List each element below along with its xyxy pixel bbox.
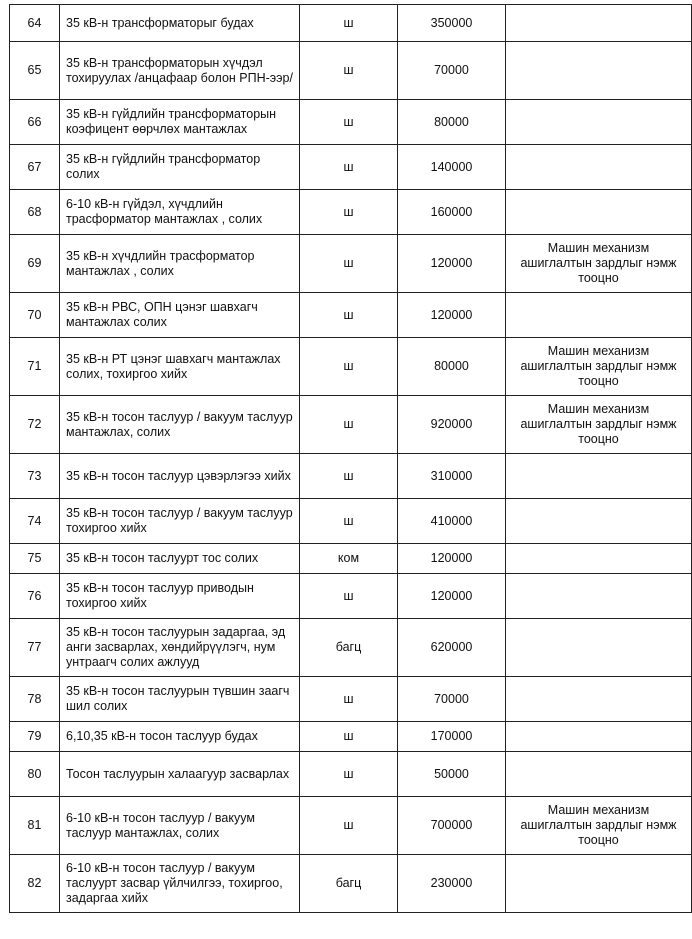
price-cell: 80000 <box>398 338 506 396</box>
note-cell <box>506 293 692 338</box>
work-description: 35 кВ-н тосон таслуур приводын тохиргоо хийх <box>60 574 300 619</box>
unit-cell: ш <box>300 752 398 797</box>
unit-cell: ш <box>300 235 398 293</box>
item-number: 66 <box>10 100 60 145</box>
table-row <box>10 619 692 677</box>
price-list-page <box>9 4 692 913</box>
table-row <box>10 855 692 913</box>
note-cell <box>506 145 692 190</box>
note-cell: Машин механизм ашиглалтын зардлыг нэмж тооцно <box>506 338 692 396</box>
table-row <box>10 338 692 396</box>
note-cell <box>506 499 692 544</box>
unit-cell: ком <box>300 544 398 574</box>
table-row <box>10 574 692 619</box>
work-description: 35 кВ-н тосон таслуурын задаргаа, эд анги засварлах, хөндийрүүлэгч, нум унтраагч солих ажлууд <box>60 619 300 677</box>
note-cell <box>506 190 692 235</box>
work-description: 35 кВ-н тосон таслуурт тос солих <box>60 544 300 574</box>
table-row <box>10 235 692 293</box>
table-row <box>10 396 692 454</box>
note-cell <box>506 544 692 574</box>
item-number: 80 <box>10 752 60 797</box>
note-cell: Машин механизм ашиглалтын зардлыг нэмж тооцно <box>506 396 692 454</box>
work-description: 35 кВ-н трансформаторыг будах <box>60 5 300 42</box>
unit-cell: ш <box>300 396 398 454</box>
item-number: 71 <box>10 338 60 396</box>
price-table <box>9 4 692 913</box>
unit-cell: ш <box>300 797 398 855</box>
note-cell: Машин механизм ашиглалтын зардлыг нэмж тооцно <box>506 235 692 293</box>
table-row <box>10 722 692 752</box>
work-description: 6-10 кВ-н тосон таслуур / вакуум таслуурт засвар үйлчилгээ, тохиргоо, задаргаа хийх <box>60 855 300 913</box>
price-cell: 50000 <box>398 752 506 797</box>
item-number: 73 <box>10 454 60 499</box>
item-number: 65 <box>10 42 60 100</box>
table-row <box>10 145 692 190</box>
note-cell <box>506 855 692 913</box>
item-number: 82 <box>10 855 60 913</box>
note-cell <box>506 677 692 722</box>
work-description: 35 кВ-н тосон таслуурын түвшин заагч шил солих <box>60 677 300 722</box>
price-cell: 120000 <box>398 293 506 338</box>
item-number: 77 <box>10 619 60 677</box>
unit-cell: ш <box>300 5 398 42</box>
price-cell: 230000 <box>398 855 506 913</box>
note-cell <box>506 752 692 797</box>
unit-cell: ш <box>300 293 398 338</box>
price-cell: 350000 <box>398 5 506 42</box>
work-description: 35 кВ-н гүйдлийн трансформаторын коэфицент өөрчлөх мантажлах <box>60 100 300 145</box>
work-description: 35 кВ-н трансформаторын хүчдэл тохируулах /анцафаар болон РПН-ээр/ <box>60 42 300 100</box>
unit-cell: багц <box>300 619 398 677</box>
note-cell <box>506 574 692 619</box>
unit-cell: багц <box>300 855 398 913</box>
item-number: 78 <box>10 677 60 722</box>
unit-cell: ш <box>300 677 398 722</box>
note-cell <box>506 619 692 677</box>
price-cell: 140000 <box>398 145 506 190</box>
note-cell <box>506 42 692 100</box>
note-cell <box>506 100 692 145</box>
price-cell: 410000 <box>398 499 506 544</box>
item-number: 79 <box>10 722 60 752</box>
work-description: 35 кВ-н тосон таслуур / вакуум таслуур мантажлах, солих <box>60 396 300 454</box>
note-cell: Машин механизм ашиглалтын зардлыг нэмж тооцно <box>506 797 692 855</box>
item-number: 67 <box>10 145 60 190</box>
table-row <box>10 454 692 499</box>
price-cell: 120000 <box>398 235 506 293</box>
table-row <box>10 797 692 855</box>
work-description: 6-10 кВ-н гүйдэл, хүчдлийн трасформатор мантажлах , солих <box>60 190 300 235</box>
table-row <box>10 42 692 100</box>
item-number: 68 <box>10 190 60 235</box>
price-cell: 620000 <box>398 619 506 677</box>
work-description: 6,10,35 кВ-н тосон таслуур будах <box>60 722 300 752</box>
unit-cell: ш <box>300 722 398 752</box>
unit-cell: ш <box>300 42 398 100</box>
table-row <box>10 190 692 235</box>
table-row <box>10 100 692 145</box>
table-row <box>10 499 692 544</box>
unit-cell: ш <box>300 499 398 544</box>
item-number: 75 <box>10 544 60 574</box>
work-description: 35 кВ-н РВС, ОПН цэнэг шавхагч мантажлах солих <box>60 293 300 338</box>
table-row <box>10 677 692 722</box>
table-row <box>10 752 692 797</box>
unit-cell: ш <box>300 145 398 190</box>
unit-cell: ш <box>300 574 398 619</box>
table-row <box>10 544 692 574</box>
work-description: 35 кВ-н тосон таслуур цэвэрлэгээ хийх <box>60 454 300 499</box>
price-cell: 160000 <box>398 190 506 235</box>
work-description: 6-10 кВ-н тосон таслуур / вакуум таслуур мантажлах, солих <box>60 797 300 855</box>
price-table-body <box>10 5 692 913</box>
price-cell: 120000 <box>398 574 506 619</box>
price-cell: 700000 <box>398 797 506 855</box>
price-cell: 310000 <box>398 454 506 499</box>
item-number: 74 <box>10 499 60 544</box>
note-cell <box>506 722 692 752</box>
price-cell: 920000 <box>398 396 506 454</box>
note-cell <box>506 5 692 42</box>
price-cell: 70000 <box>398 42 506 100</box>
unit-cell: ш <box>300 338 398 396</box>
price-cell: 170000 <box>398 722 506 752</box>
item-number: 76 <box>10 574 60 619</box>
work-description: Тосон таслуурын халаагуур засварлах <box>60 752 300 797</box>
price-cell: 70000 <box>398 677 506 722</box>
unit-cell: ш <box>300 190 398 235</box>
work-description: 35 кВ-н хүчдлийн трасформатор мантажлах , солих <box>60 235 300 293</box>
item-number: 64 <box>10 5 60 42</box>
price-cell: 120000 <box>398 544 506 574</box>
price-cell: 80000 <box>398 100 506 145</box>
work-description: 35 кВ-н тосон таслуур / вакуум таслуур тохиргоо хийх <box>60 499 300 544</box>
note-cell <box>506 454 692 499</box>
item-number: 70 <box>10 293 60 338</box>
table-row <box>10 293 692 338</box>
item-number: 69 <box>10 235 60 293</box>
item-number: 72 <box>10 396 60 454</box>
work-description: 35 кВ-н РТ цэнэг шавхагч мантажлах солих, тохиргоо хийх <box>60 338 300 396</box>
unit-cell: ш <box>300 454 398 499</box>
unit-cell: ш <box>300 100 398 145</box>
table-row <box>10 5 692 42</box>
item-number: 81 <box>10 797 60 855</box>
work-description: 35 кВ-н гүйдлийн трансформатор солих <box>60 145 300 190</box>
